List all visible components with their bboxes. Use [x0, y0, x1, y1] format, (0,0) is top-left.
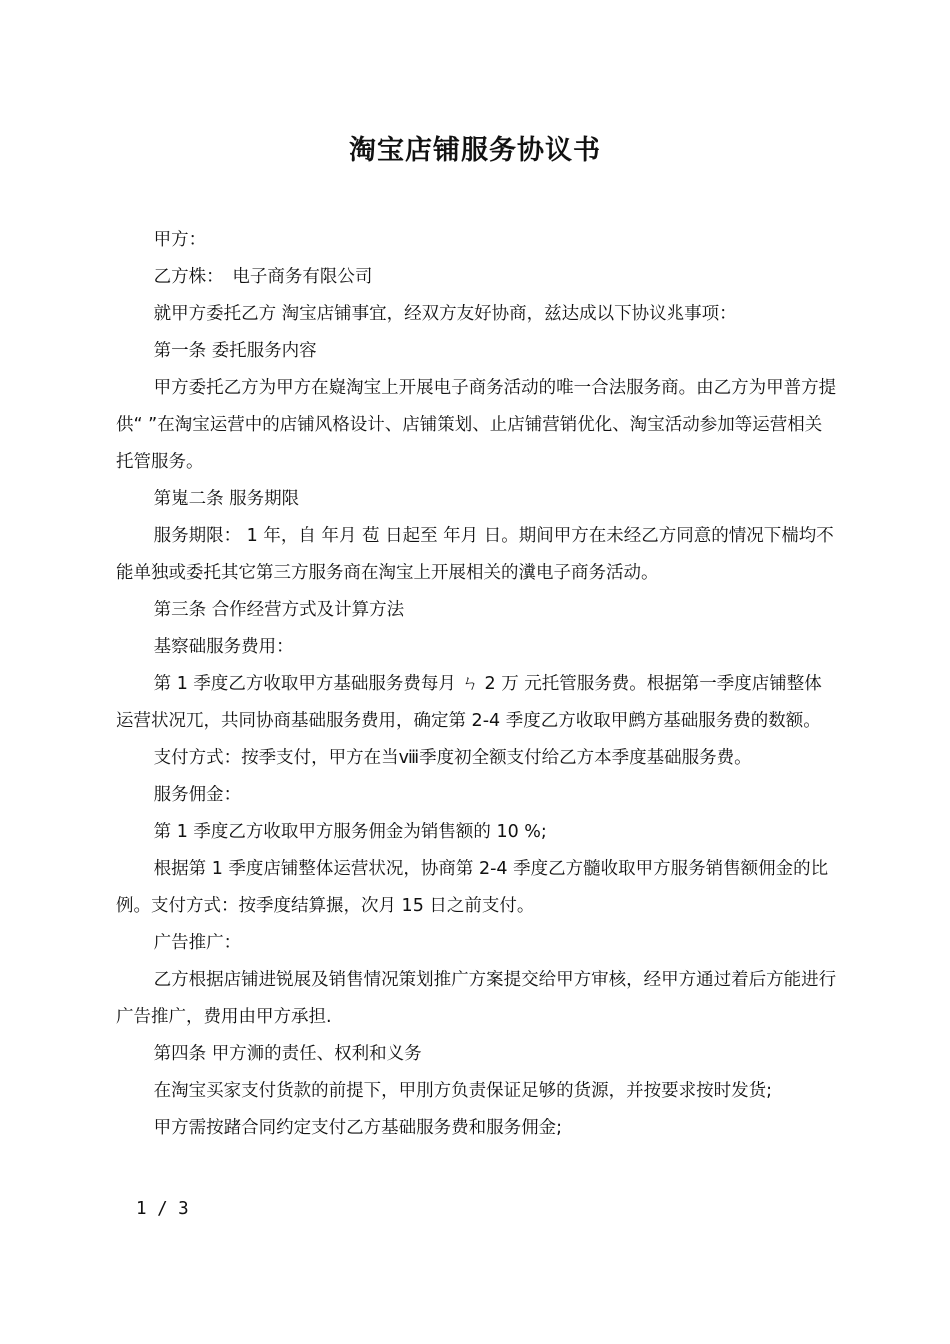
paragraph-base-fee: 第 1 季度乙方收取甲方基础服务费每月 ㄣ 2 万 元托管服务费。根据第一季度店铺整体运营状况兀，共同协商基础服务费用，确定第 2-4 季度乙方收取甲鹧方基础服务费的数额。 — [116, 674, 822, 731]
heading-article-3: 第三条 合作经营方式及计算方法 — [153, 600, 405, 620]
document-body — [116, 222, 838, 1147]
paragraph-preamble: 就甲方委托乙方 淘宝店铺事宜，经双方友好协商，兹达成以下协议兆事项： — [153, 304, 737, 324]
paragraph-commission-negotiation: 根据第 1 季度店铺整体运营状况，协商第 2-4 季度乙方髓收取甲方服务销售额佣金的比例。支付方式：按季度结算搌，次月 15 日之前支付。 — [116, 859, 829, 916]
paragraph-service-content: 甲方委托乙方为甲方在嶷淘宝上开展电子商务活动的唯一合法服务商。由乙方为甲普方提供“ ”在淘宝运营中的店铺风格设计、店铺策划、止店铺营销优化、淘宝活动参加等运营相关托管服务。 — [116, 378, 837, 472]
paragraph-party-a-payment: 甲方需按踷合同约定支付乙方基础服务费和服务佣金; — [153, 1118, 563, 1138]
paragraph-commission-rate: 第 1 季度乙方收取甲方服务佣金为销售额的 10 %; — [153, 822, 547, 842]
paragraph-party-a: 甲方： — [153, 230, 207, 250]
page-number: 1 / 3 — [136, 1199, 189, 1219]
paragraph-base-fee-heading: 基察础服务费用： — [153, 637, 294, 657]
paragraph-service-term: 服务期限： 1 年，自 年月 苞 日起至 年月 日。期间甲方在未经乙方同意的情况下椯均不能单独或委托其它第三方服务商在淘宝上开展相关的瀵电子商务活动。 — [116, 526, 834, 583]
paragraph-advertising-heading: 广告推广： — [153, 933, 242, 953]
heading-article-1: 第一条 委托服务内容 — [153, 341, 317, 361]
paragraph-payment-method: 支付方式：按季支付，甲方在当ⅷ季度初全额支付给乙方本季度基础服务费。 — [153, 748, 752, 768]
document-title: 淘宝店铺服务协议书 — [349, 135, 601, 166]
paragraph-advertising: 乙方根据店铺进锐展及销售情况策划推广方案提交给甲方审核，经甲方通过着后方能进行广告推广，费用由甲方承担. — [116, 970, 837, 1027]
heading-article-4: 第四条 甲方浉的责任、权利和义务 — [153, 1044, 422, 1064]
paragraph-commission-heading: 服务佣金： — [153, 785, 242, 805]
paragraph-party-a-supply: 在淘宝买家支付货款的前提下，甲刖方负责保证足够的货源，并按要求按时发货; — [153, 1081, 773, 1101]
heading-article-2: 第嵬二条 服务期限 — [153, 489, 300, 509]
paragraph-party-b: 乙方株： 电子商务有限公司 — [153, 267, 373, 287]
